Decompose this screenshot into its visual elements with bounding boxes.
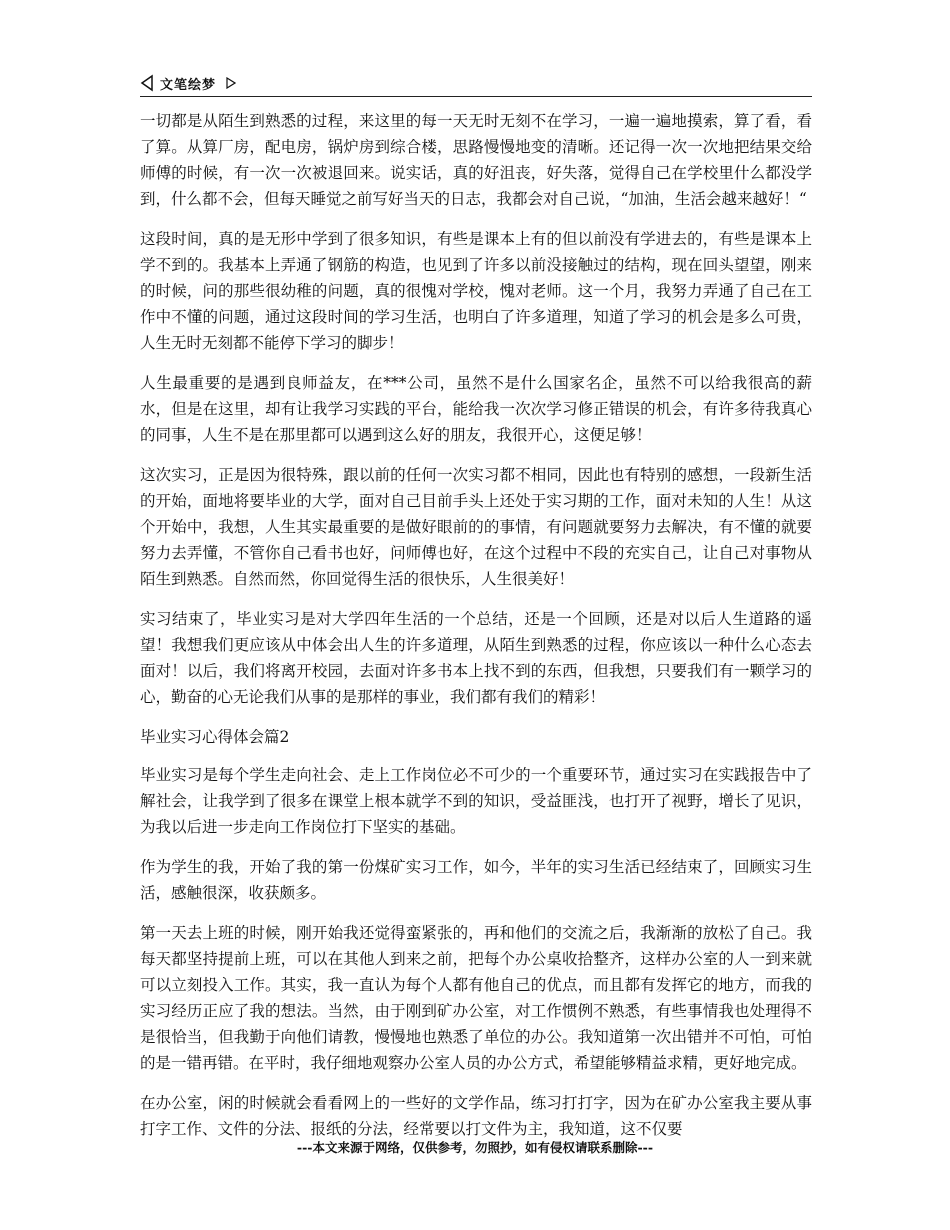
triangle-right-icon[interactable] xyxy=(226,77,236,89)
paragraph: 毕业实习是每个学生走向社会、走上工作岗位必不可少的一个重要环节，通过实习在实践报告中了解社会，让我学到了很多在课堂上根本就学不到的知识，受益匪浅，也打开了视野，增长了见识，为我以后进一步走向工作岗位打下坚实的基础。 xyxy=(140,766,812,836)
paragraph: 这段时间，真的是无形中学到了很多知识，有些是课本上有的但以前没有学进去的，有些是课本上学不到的。我基本上弄通了钢筋的构造，也见到了许多以前没接触过的结构，现在回头望望，刚来的时候，问的那些很幼稚的问题，真的很愧对学校，愧对老师。这一个月，我努力弄通了自己在工作中不懂的问题，通过这段时间的学习生活，也明白了许多道理，知道了学习的机会是多么可贵，人生无时无刻都不能停下学习的脚步！ xyxy=(140,230,812,352)
paragraph: 在办公室，闲的时候就会看看网上的一些好的文学作品，练习打打字，因为在矿办公室我主要从事打字工作、文件的分法、报纸的分法，经常要以打文件为主，我知道，这不仅要 xyxy=(140,1094,812,1138)
paragraph: 一切都是从陌生到熟悉的过程，来这里的每一天无时无刻不在学习，一遍一遍地摸索，算了看，看了算。从算厂房，配电房，锅炉房到综合楼，思路慢慢地变的清晰。还记得一次一次地把结果交给师傅的时候，有一次一次被退回来。说实话，真的好沮丧，好失落，觉得自己在学校里什么都没学到，什么都不会，但每天睡觉之前写好当天的日志，我都会对自己说，“加油，生活会越来越好！“ xyxy=(140,112,812,208)
paragraph: 人生最重要的是遇到良师益友，在***公司，虽然不是什么国家名企，虽然不可以给我很高的薪水，但是在这里，却有让我学习实践的平台，能给我一次次学习修正错误的机会，有许多待我真心的同事，人生不是在那里都可以遇到这么好的朋友，我很开心，这便足够！ xyxy=(140,374,812,444)
paragraph: 作为学生的我，开始了我的第一份煤矿实习工作，如今，半年的实习生活已经结束了，回顾实习生活，感触很深，收获颇多。 xyxy=(140,858,812,902)
section-heading: 毕业实习心得体会篇2 xyxy=(140,728,290,746)
page-header xyxy=(140,70,812,97)
document-body xyxy=(140,108,812,1156)
paragraph: 实习结束了，毕业实习是对大学四年生活的一个总结，还是一个回顾，还是对以后人生道路的遥望！我想我们更应该从中体会出人生的许多道理，从陌生到熟悉的过程，你应该以一种什么心态去面对！以后，我们将离开校园，去面对许多书本上找不到的东西，但我想，只要我们有一颗学习的心，勤奋的心无论我们从事的是那样的事业，我们都有我们的精彩！ xyxy=(140,610,812,706)
triangle-left-icon[interactable] xyxy=(140,74,154,92)
paragraph: 这次实习，正是因为很特殊，跟以前的任何一次实习都不相同，因此也有特别的感想，一段新生活的开始，面地将要毕业的大学，面对自己目前手头上还处于实习期的工作，面对未知的人生！从这个开始中，我想，人生其实最重要的是做好眼前的的事情，有问题就要努力去解决，有不懂的就要努力去弄懂，不管你自己看书也好，问师傅也好，在这个过程中不段的充实自己，让自己对事物从陌生到熟悉。自然而然，你回觉得生活的很快乐，人生很美好！ xyxy=(140,466,812,588)
brand-label: 文笔绘梦 xyxy=(160,77,217,93)
paragraph: 第一天去上班的时候，刚开始我还觉得蛮紧张的，再和他们的交流之后，我渐渐的放松了自己。我每天都坚持提前上班，可以在其他人到来之前，把每个办公桌收拾整齐，这样办公室的人一到来就可以立刻投入工作。其实，我一直认为每个人都有他自己的优点，而且都有发挥它的地方，而我的实习经历正应了我的想法。当然，由于刚到矿办公室，对工作惯例不熟悉，有些事情我也处理得不是很恰当，但我勤于向他们请教，慢慢地也熟悉了单位的办公。我知道第一次出错并不可怕，可怕的是一错再错。在平时，我仔细地观察办公室人员的办公方式，希望能够精益求精，更好地完成。 xyxy=(140,924,812,1072)
footer-notice: ---本文来源于网络，仅供参考，勿照抄，如有侵权请联系删除--- xyxy=(296,1140,654,1155)
